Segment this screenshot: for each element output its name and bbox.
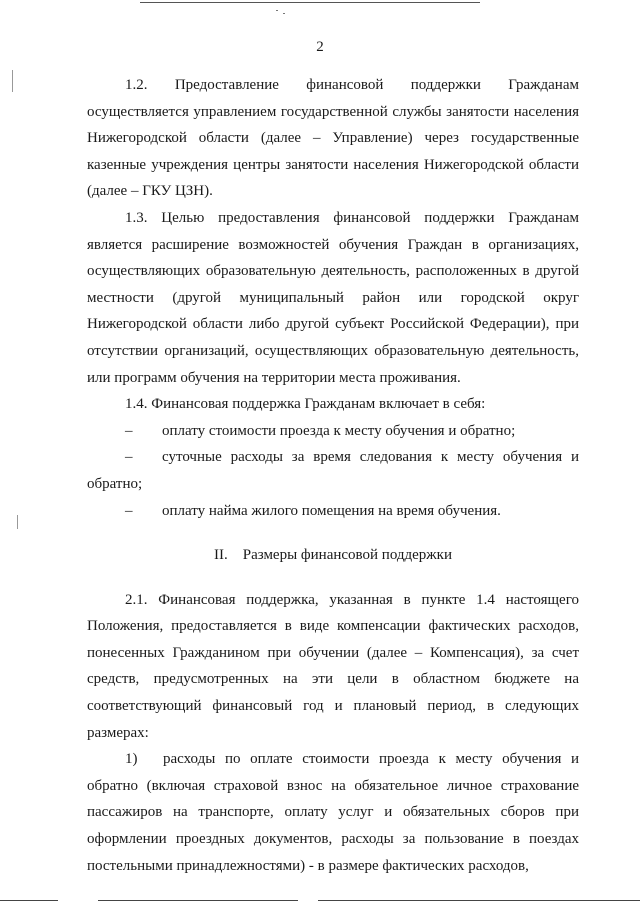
scan-artifact-edge-mark — [12, 70, 13, 92]
scan-artifact-edge-mark — [17, 515, 18, 529]
scan-artifact-speck — [276, 10, 278, 11]
numbered-item — [87, 746, 579, 879]
paragraph-1-4: 1.4. Финансовая поддержка Гражданам включает в себя: — [125, 396, 486, 413]
list-item — [87, 418, 579, 445]
numbered-item-label: 1) — [125, 751, 138, 768]
list-item-text: суточные расходы за время следования к месту обучения и обратно; — [87, 449, 579, 492]
paragraph-2-1: 2.1. Финансовая поддержка, указанная в пункте 1.4 настоящего Положения, предоставляется в виде компенсации фактических расходов, понесенных Гражданином при обучении (далее – Компенсация), за счет средств, предусмотренных на эти цели в областном бюджете на соответствующий финансовый год и плановый период, в следующих размерах: — [87, 591, 579, 741]
list-item-text: оплату найма жилого помещения на время обучения. — [162, 502, 501, 519]
list-item-text: оплату стоимости проезда к месту обучения и обратно; — [162, 422, 516, 439]
scan-artifact-top-line — [140, 2, 480, 3]
section-heading: II. Размеры финансовой поддержки — [213, 547, 452, 564]
list-dash: – — [125, 502, 133, 519]
list-dash: – — [125, 422, 133, 439]
document-body — [87, 72, 579, 879]
page-number: 2 — [316, 39, 324, 55]
list-item — [87, 444, 579, 497]
scan-artifact-bottom-line — [0, 900, 58, 901]
scan-artifact-bottom-line — [318, 900, 640, 901]
paragraph-1-3: 1.3. Целью предоставления финансовой поддержки Гражданам является расширение возможностей обучения Граждан в организациях, осуществляющих образовательную деятельность, расположенных в другой местности (другой муниципальный район или городской округ Нижегородской области либо другой субъект Российской Федерации), при отсутствии организаций, осуществляющих образовательную деятельность, или программ обучения на территории места проживания. — [87, 209, 579, 386]
list-item — [87, 498, 579, 525]
numbered-item-text: расходы по оплате стоимости проезда к месту обучения и обратно (включая страховой взнос на обязательное личное страхование пассажиров на транспорте, оплату услуг и обязательных сборов при оформлении проездных документов, расходы за пользование в поездах постельными принадлежностями) - в размере фактических расходов, — [87, 751, 579, 874]
scan-artifact-speck — [283, 13, 285, 14]
scan-artifact-bottom-line — [98, 900, 298, 901]
paragraph-1-2: 1.2. Предоставление финансовой поддержки Гражданам осуществляется управлением государственной службы занятости населения Нижегородской области (далее – Управление) через государственные казенные учреждения центры занятости населения Нижегородской области (далее – ГКУ ЦЗН). — [87, 77, 579, 200]
list-dash: – — [125, 449, 133, 466]
